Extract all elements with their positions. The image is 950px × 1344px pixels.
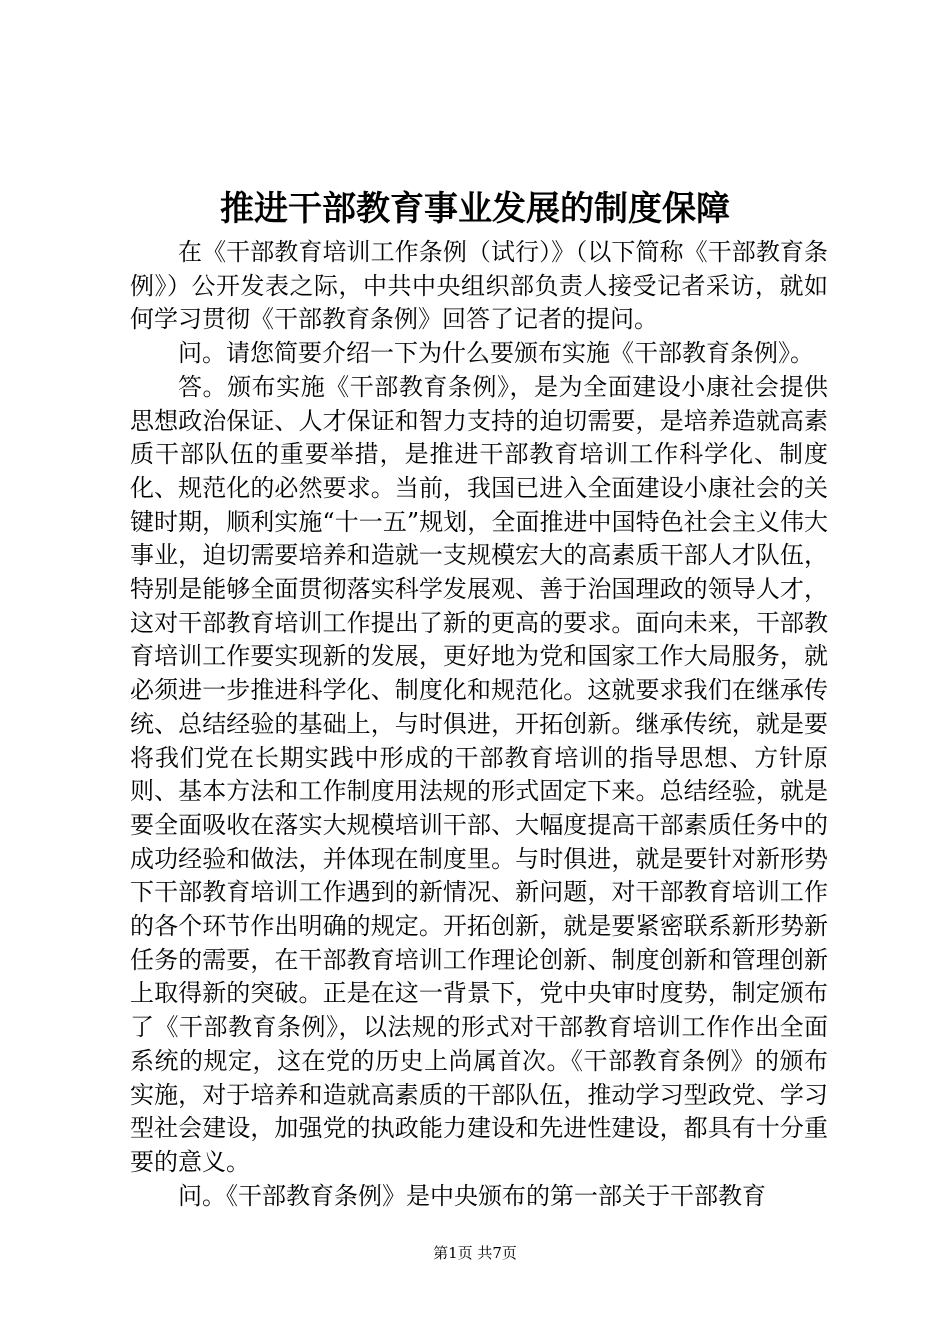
paragraph-question-2: 问。《干部教育条例》是中央颁布的第一部关于干部教育 [178, 1181, 766, 1210]
document-body [130, 236, 828, 1213]
page-footer: 第1页 共7页 [433, 1244, 517, 1262]
paragraph-intro: 在《干部教育培训工作条例（试行）》（以下简称《干部教育条例》）公开发表之际，中共中央组织部负责人接受记者采访，就如何学习贯彻《干部教育条例》回答了记者的提问。 [130, 238, 828, 334]
paragraph-question-1: 问。请您简要介绍一下为什么要颁布实施《干部教育条例》。 [178, 339, 814, 368]
document-title: 推进干部教育事业发展的制度保障 [220, 189, 730, 229]
paragraph-answer-1: 答。颁布实施《干部教育条例》，是为全面建设小康社会提供思想政治保证、人才保证和智力支持的迫切需要，是培养造就高素质干部队伍的重要举措，是推进干部教育培训工作科学化、制度化、规范化的必然要求。当前，我国已进入全面建设小康社会的关键时期，顺利实施“十一五”规划，全面推进中国特色社会主义伟大事业，迫切需要培养和造就一支规模宏大的高素质干部人才队伍，特别是能够全面贯彻落实科学发展观、善于治国理政的领导人才，这对干部教育培训工作提出了新的更高的要求。面向未来，干部教育培训工作要实现新的发展，更好地为党和国家工作大局服务，就必须进一步推进科学化、制度化和规范化。这就要求我们在继承传统、总结经验的基础上，与时俱进，开拓创新。继承传统，就是要将我们党在长期实践中形成的干部教育培训的指导思想、方针原则、基本方法和工作制度用法规的形式固定下来。总结经验，就是要全面吸收在落实大规模培训干部、大幅度提高干部素质任务中的成功经验和做法，并体现在制度里。与时俱进，就是要针对新形势下干部教育培训工作遇到的新情况、新问题，对干部教育培训工作的各个环节作出明确的规定。开拓创新，就是要紧密联系新形势新任务的需要，在干部教育培训工作理论创新、制度创新和管理创新上取得新的突破。正是在这一背景下，党中央审时度势，制定颁布了《干部教育条例》，以法规的形式对干部教育培训工作作出全面系统的规定，这在党的历史上尚属首次。《干部教育条例》的颁布实施，对于培养和造就高素质的干部队伍，推动学习型政党、学习型社会建设，加强党的执政能力建设和先进性建设，都具有十分重要的意义。 [130, 372, 828, 1176]
